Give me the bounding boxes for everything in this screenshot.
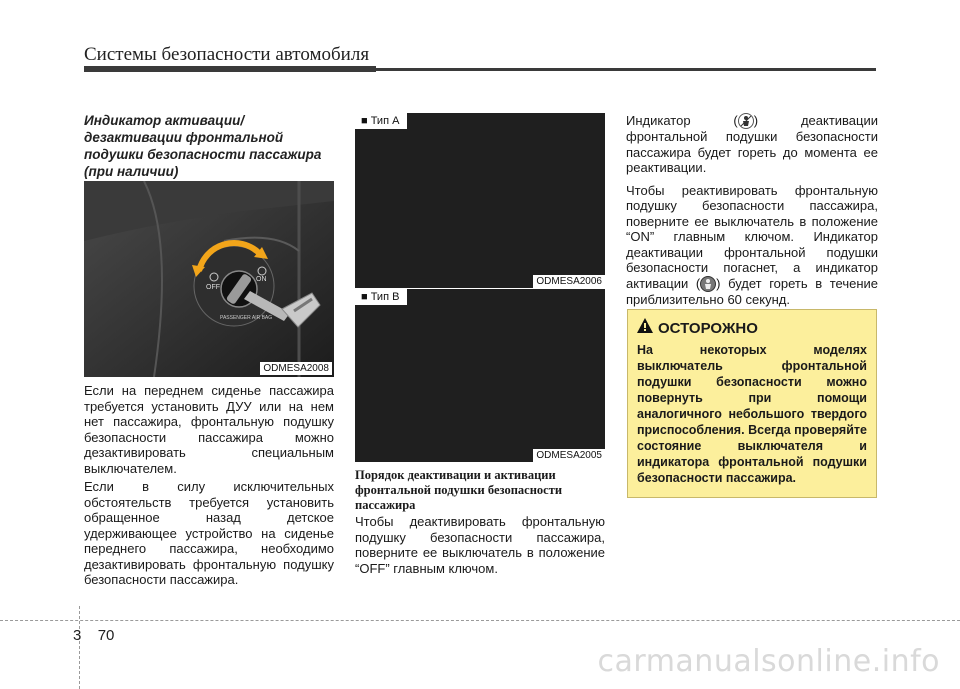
caution-box [627, 309, 877, 498]
airbag-switch-photo [84, 181, 334, 377]
column1-body [84, 383, 334, 591]
column3-body [626, 113, 878, 314]
type-b-caption: ODMESA2005 [533, 449, 605, 462]
section-title: Системы безопасности автомобиля [84, 44, 370, 65]
airbag-off-icon [738, 113, 754, 129]
warning-triangle-icon [637, 318, 653, 339]
page-number [73, 627, 114, 644]
header-bar-accent [84, 66, 376, 72]
page-number-value: 70 [97, 627, 115, 644]
airbag-indicator-subheading: Индикатор активации/ дезактивации фронтальной подушки безопасности пассажира (при наличии) [84, 113, 322, 179]
type-a-caption: ODMESA2006 [533, 275, 605, 288]
photo-caption: ODMESA2008 [260, 362, 332, 375]
column1-paragraph-1: Если на переднем сиденье пассажира требуется установить ДУУ или на нем нет пассажира, фронтальную подушку безопасности пассажира можно дезактивировать специальным выключателем. [84, 383, 334, 476]
watermark: carmanualsonline.info [597, 644, 940, 679]
type-a-image [355, 113, 605, 288]
column3-paragraph-1: Индикатор ( ) деактивации фронтальной подушки безопасности пассажира будет гореть до момента ее реактивации. [626, 113, 878, 175]
airbag-switch-illustration [84, 181, 334, 377]
footer-rule [0, 620, 960, 621]
type-b-tag: ■ Тип B [355, 289, 407, 305]
header-rule [376, 68, 876, 71]
caution-title: ОСТОРОЖНО [637, 318, 867, 339]
switch-off-label: OFF [206, 284, 220, 291]
column3-paragraph-2: Чтобы реактивировать фронтальную подушку безопасности пассажира, поверните ее выключатель в положение “ON” главным ключом. Индикатор деактивации фронтальной подушки безопасности погаснет, а индикатор активации ( ) будет гореть в течение приблизительно 60 секунд. [626, 182, 878, 307]
column1-paragraph-2: Если в силу исключительных обстоятельств требуется установить обращенное назад детское удерживающее устройство на сиденье переднего пассажира, необходимо дезактивировать фронтальную подушку безопасности пассажира. [84, 479, 334, 587]
switch-plate-label: PASSENGER AIR BAG [220, 315, 273, 321]
type-a-tag: ■ Тип A [355, 113, 407, 129]
section-number: 3 [73, 627, 82, 644]
type-b-image [355, 289, 605, 462]
procedure-text: Чтобы деактивировать фронтальную подушку безопасности пассажира, поверните ее выключатель в положение “OFF” главным ключом. [355, 514, 605, 576]
procedure-heading: Порядок деактивации и активации фронтальной подушки безопасности пассажира [355, 468, 563, 512]
airbag-on-icon [700, 276, 716, 292]
footer-divider [79, 606, 80, 689]
caution-body: На некоторых моделях выключатель фронтальной подушки безопасности можно повернуть при помощи аналогичного небольшого твердого приспособления. Всегда проверяйте состояние выключателя и индикатора фронтальной подушки безопасности пассажира. [637, 343, 867, 485]
switch-on-label: ON [256, 276, 267, 283]
